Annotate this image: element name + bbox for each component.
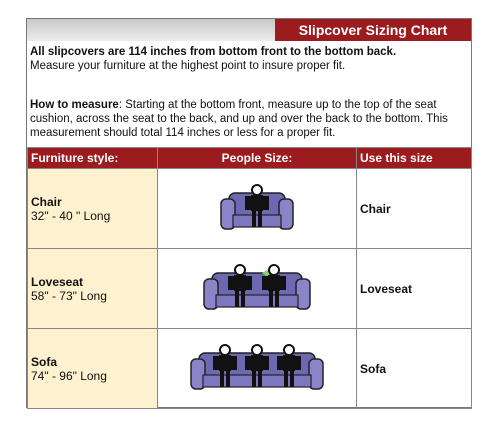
sofa-people-icon: [189, 341, 325, 393]
table-row-loveseat: [28, 249, 472, 329]
furniture-name: Sofa: [31, 354, 58, 369]
use-size-cell: Loveseat: [357, 249, 472, 329]
chair-people-icon: [217, 181, 297, 233]
sizing-table: [27, 147, 472, 409]
use-size-cell: Sofa: [357, 329, 472, 409]
intro-bold-line: All slipcovers are 114 inches from bottom front to the bottom back.: [30, 46, 397, 58]
table-header-row: [28, 148, 472, 169]
table-row-sofa: [28, 329, 472, 409]
column-header-use: Use this size: [357, 148, 472, 169]
intro-text: [30, 45, 470, 73]
people-cell: [158, 169, 357, 249]
style-cell: [28, 169, 158, 249]
furniture-name: Loveseat: [31, 274, 84, 289]
how-to-text: : Starting at the bottom front, measure up to the top of the seat cushion, across the seat to the back, and up and over the back to the bottom. This measurement should total 114 inches or less for a proper fit.: [30, 99, 448, 139]
people-cell: [158, 329, 357, 409]
style-cell: [28, 249, 158, 329]
how-to-label: How to measure: [30, 99, 119, 111]
how-to-measure: [30, 98, 470, 140]
sizing-chart: [26, 18, 472, 408]
column-header-style: Furniture style:: [28, 148, 158, 169]
furniture-length: 58" - 73" Long: [31, 288, 107, 303]
furniture-length: 32" - 40 " Long: [31, 208, 111, 223]
loveseat-people-icon: [202, 261, 312, 313]
column-header-people: People Size:: [158, 148, 357, 169]
furniture-length: 74" - 96" Long: [31, 368, 107, 383]
chart-title: Slipcover Sizing Chart: [275, 19, 471, 41]
use-size-cell: Chair: [357, 169, 472, 249]
style-cell: [28, 329, 158, 409]
furniture-name: Chair: [31, 194, 62, 209]
table-row-chair: [28, 169, 472, 249]
intro-normal-line: Measure your furniture at the highest point to insure proper fit.: [30, 60, 346, 72]
people-cell: [158, 249, 357, 329]
